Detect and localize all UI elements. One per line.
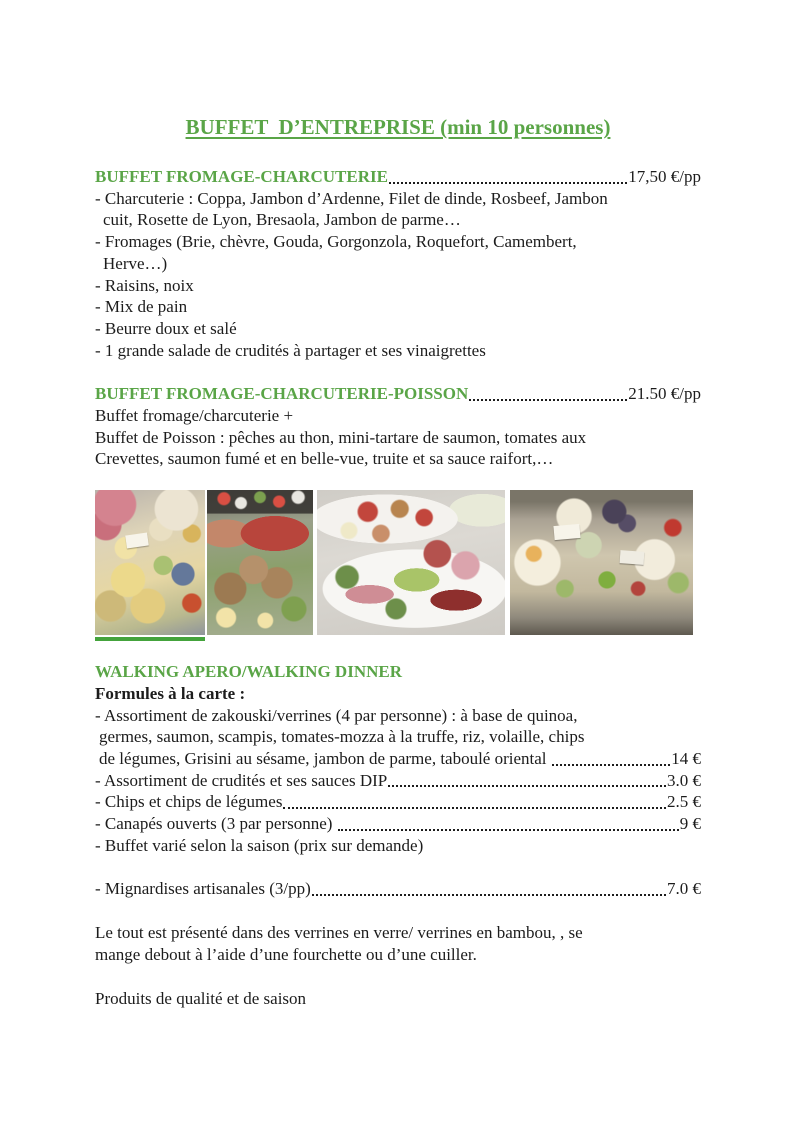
page-title: BUFFET D’ENTREPRISE (min 10 personnes): [185, 115, 611, 139]
section-heading-row: [95, 166, 701, 188]
menu-line: - Buffet varié selon la saison (prix sur demande): [95, 835, 424, 855]
dot-leader: [469, 399, 627, 401]
cheese-and-fruit-board-photo: [510, 490, 693, 635]
menu-line: - Mix de pain: [95, 297, 188, 317]
serving-note: [95, 922, 701, 965]
cold-cuts-and-cucumber-platter-photo: [317, 490, 505, 635]
menu-line: - Raisins, noix: [95, 275, 194, 295]
pate-and-charcuterie-platter-photo: [207, 490, 313, 635]
menu-price-row: - Mignardises artisanales (3/pp) 7.0 €: [95, 879, 701, 899]
menu-line: - Fromages (Brie, chèvre, Gouda, Gorgonzola, Roquefort, Camembert,: [95, 232, 577, 252]
section-heading: BUFFET FROMAGE-CHARCUTERIE-POISSON: [95, 384, 469, 404]
photo-hyperlink-underline: [95, 637, 205, 641]
menu-price-row: de légumes, Grisini au sésame, jambon de parme, taboulé oriental 14 €: [99, 748, 701, 768]
menu-line: Buffet de Poisson : pêches au thon, mini-tartare de saumon, tomates aux: [95, 427, 587, 447]
dot-leader: [389, 182, 627, 184]
menu-line: - Beurre doux et salé: [95, 318, 237, 338]
menu-line: Crevettes, saumon fumé et en belle-vue, truite et sa sauce raifort,…: [95, 449, 554, 469]
note-line: mange debout à l’aide d’une fourchette ou d’une cuiller.: [95, 944, 477, 964]
item-price: 14 €: [671, 748, 701, 768]
section-fromage-charcuterie: [95, 166, 701, 361]
dot-leader: [283, 807, 666, 809]
dot-leader: [338, 829, 679, 831]
menu-line: - Charcuterie : Coppa, Jambon d’Ardenne, Filet de dinde, Rosbeef, Jambon: [95, 188, 608, 208]
photo-row: [95, 490, 701, 641]
menu-price-row: - Canapés ouverts (3 par personne) 9 €: [95, 814, 701, 834]
dot-leader: [552, 764, 670, 766]
note-line: Produits de qualité et de saison: [95, 988, 307, 1008]
item-price: 3.0 €: [667, 770, 701, 790]
document-content: [95, 113, 701, 1009]
section-price: 17,50 €/pp: [628, 167, 701, 186]
item-price: 7.0 €: [667, 879, 701, 899]
section-subheading: Formules à la carte :: [95, 683, 246, 703]
menu-price-row: - Assortiment de crudités et ses sauces DIP 3.0 €: [95, 770, 701, 790]
menu-line: Buffet fromage/charcuterie +: [95, 406, 294, 426]
menu-line: cuit, Rosette de Lyon, Bresaola, Jambon de parme…: [103, 210, 461, 230]
menu-price-row: - Chips et chips de légumes 2.5 €: [95, 792, 701, 812]
section-price: 21.50 €/pp: [628, 384, 701, 404]
section-walking-apero-dinner: [95, 661, 701, 900]
cheese-and-grapes-platter-photo[interactable]: [95, 490, 205, 635]
menu-line: Herve…): [103, 253, 168, 273]
menu-line: - Assortiment de zakouski/verrines (4 par personne) : à base de quinoa,: [95, 705, 578, 725]
dot-leader: [388, 785, 666, 787]
section-heading: BUFFET FROMAGE-CHARCUTERIE: [95, 167, 388, 186]
section-heading: WALKING APERO/WALKING DINNER: [95, 662, 402, 682]
photo-1-column: [95, 490, 207, 641]
dot-leader: [312, 894, 666, 896]
menu-line: germes, saumon, scampis, tomates-mozza à la truffe, riz, volaille, chips: [99, 727, 585, 747]
note-line: Le tout est présenté dans des verrines en verre/ verrines en bambou, , se: [95, 923, 583, 943]
item-price: 9 €: [679, 814, 701, 834]
quality-note: [95, 988, 701, 1010]
menu-line: - 1 grande salade de crudités à partager et ses vinaigrettes: [95, 340, 486, 360]
section-heading-row: [95, 383, 701, 405]
item-price: 2.5 €: [667, 792, 701, 812]
section-fromage-charcuterie-poisson: [95, 383, 701, 470]
